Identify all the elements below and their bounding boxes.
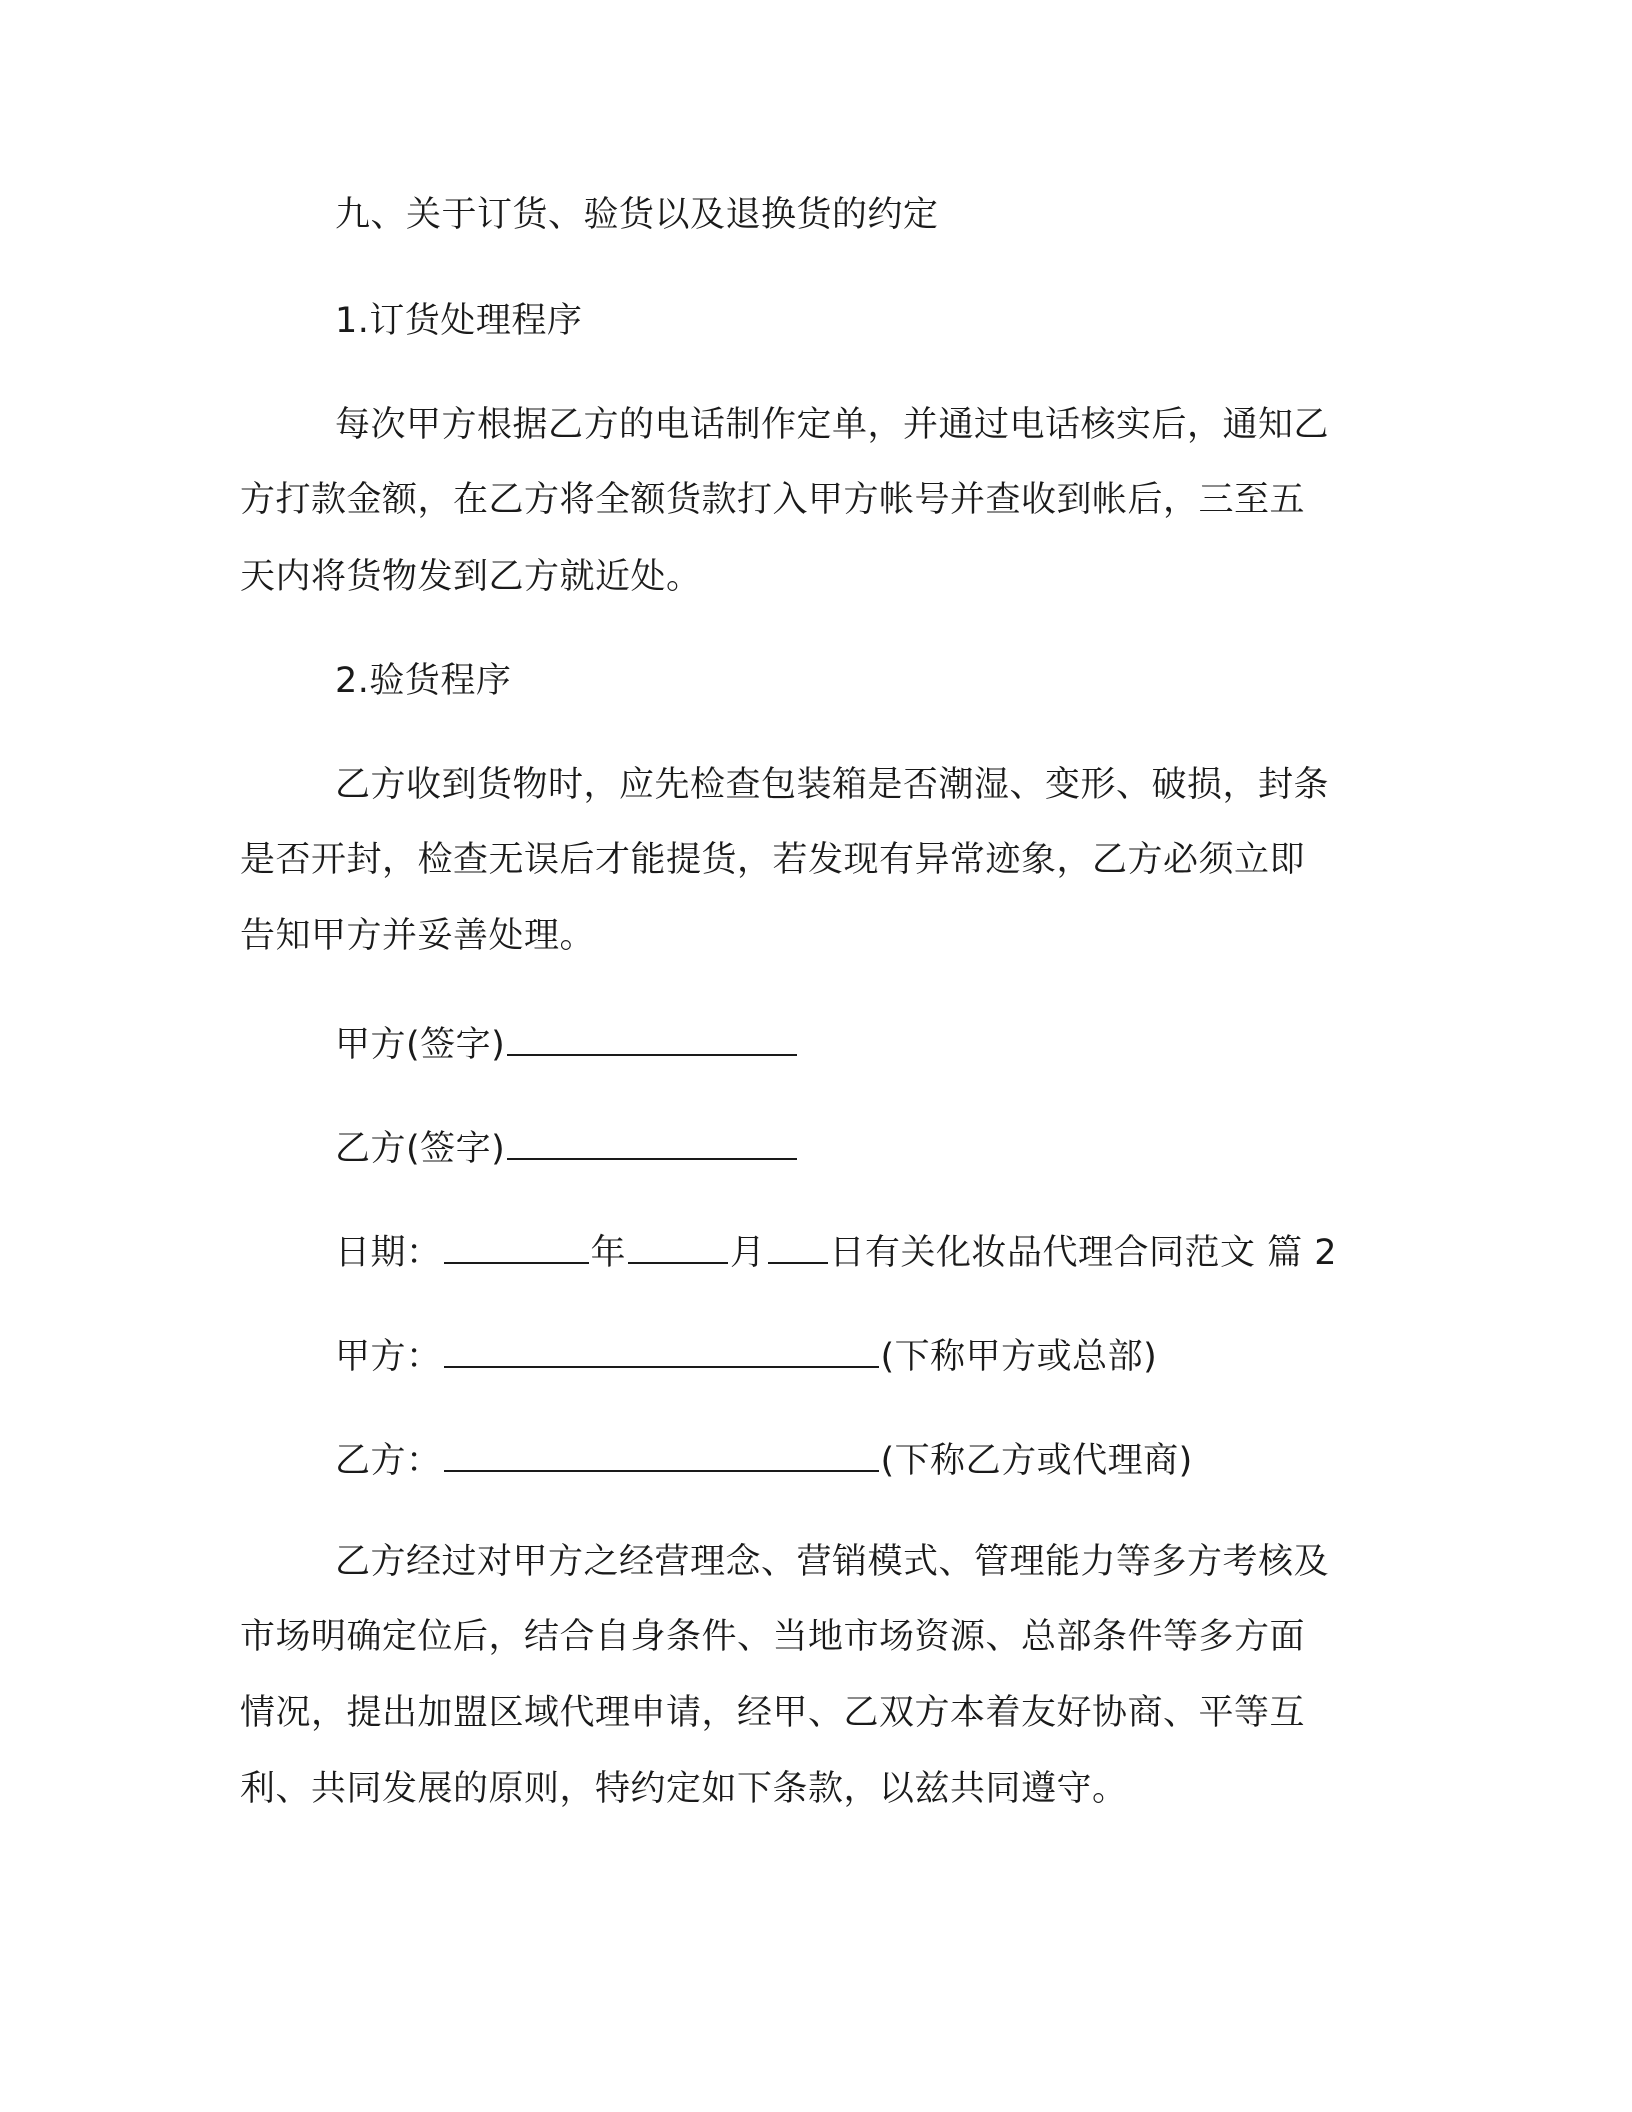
inspection-paragraph-line-2: 是否开封，检查无误后才能提货，若发现有异常迹象，乙方必须立即 <box>240 840 1306 880</box>
party-a-label: 甲方： <box>335 1337 442 1377</box>
order-paragraph-line-1: 每次甲方根据乙方的电话制作定单，并通过电话核实后，通知乙 <box>335 405 1330 445</box>
party-b-note: (下称乙方或代理商) <box>880 1441 1193 1481</box>
date-label: 日期： <box>335 1233 442 1273</box>
date-month-label: 月 <box>730 1233 766 1273</box>
date-month-blank <box>628 1232 728 1264</box>
party-b-signature-label: 乙方(签字) <box>335 1129 506 1169</box>
date-day-blank <box>768 1232 828 1264</box>
order-procedure-heading: 1.订货处理程序 <box>335 301 583 341</box>
section-heading: 九、关于订货、验货以及退换货的约定 <box>335 195 939 235</box>
party-b-label: 乙方： <box>335 1441 442 1481</box>
party-a-signature-line <box>335 1024 799 1063</box>
inspection-paragraph-line-1: 乙方收到货物时，应先检查包装箱是否潮湿、变形、破损，封条 <box>335 765 1330 805</box>
party-a-note: (下称甲方或总部) <box>880 1337 1158 1377</box>
party-a-signature-blank <box>507 1024 797 1056</box>
date-line <box>335 1232 1337 1271</box>
order-paragraph-line-2: 方打款金额，在乙方将全额货款打入甲方帐号并查收到帐后，三至五 <box>240 480 1306 520</box>
party-b-line <box>335 1440 1193 1479</box>
date-year-label: 年 <box>590 1233 627 1273</box>
party-a-signature-label: 甲方(签字) <box>335 1025 506 1065</box>
order-paragraph-line-3: 天内将货物发到乙方就近处。 <box>240 557 702 597</box>
date-day-and-title: 日有关化妆品代理合同范文 篇 2 <box>829 1233 1338 1273</box>
party-a-line <box>335 1336 1157 1375</box>
date-year-blank <box>444 1232 589 1264</box>
agreement-paragraph-line-4: 利、共同发展的原则，特约定如下条款，以兹共同遵守。 <box>240 1769 1128 1809</box>
agreement-paragraph-line-2: 市场明确定位后，结合自身条件、当地市场资源、总部条件等多方面 <box>240 1617 1306 1657</box>
party-b-signature-line <box>335 1128 799 1167</box>
party-b-name-blank <box>444 1440 879 1472</box>
inspection-procedure-heading: 2.验货程序 <box>335 661 512 701</box>
party-b-signature-blank <box>507 1128 797 1160</box>
agreement-paragraph-line-3: 情况，提出加盟区域代理申请，经甲、乙双方本着友好协商、平等互 <box>240 1693 1306 1733</box>
agreement-paragraph-line-1: 乙方经过对甲方之经营理念、营销模式、管理能力等多方考核及 <box>335 1542 1330 1582</box>
inspection-paragraph-line-3: 告知甲方并妥善处理。 <box>240 916 596 956</box>
party-a-name-blank <box>444 1336 879 1368</box>
